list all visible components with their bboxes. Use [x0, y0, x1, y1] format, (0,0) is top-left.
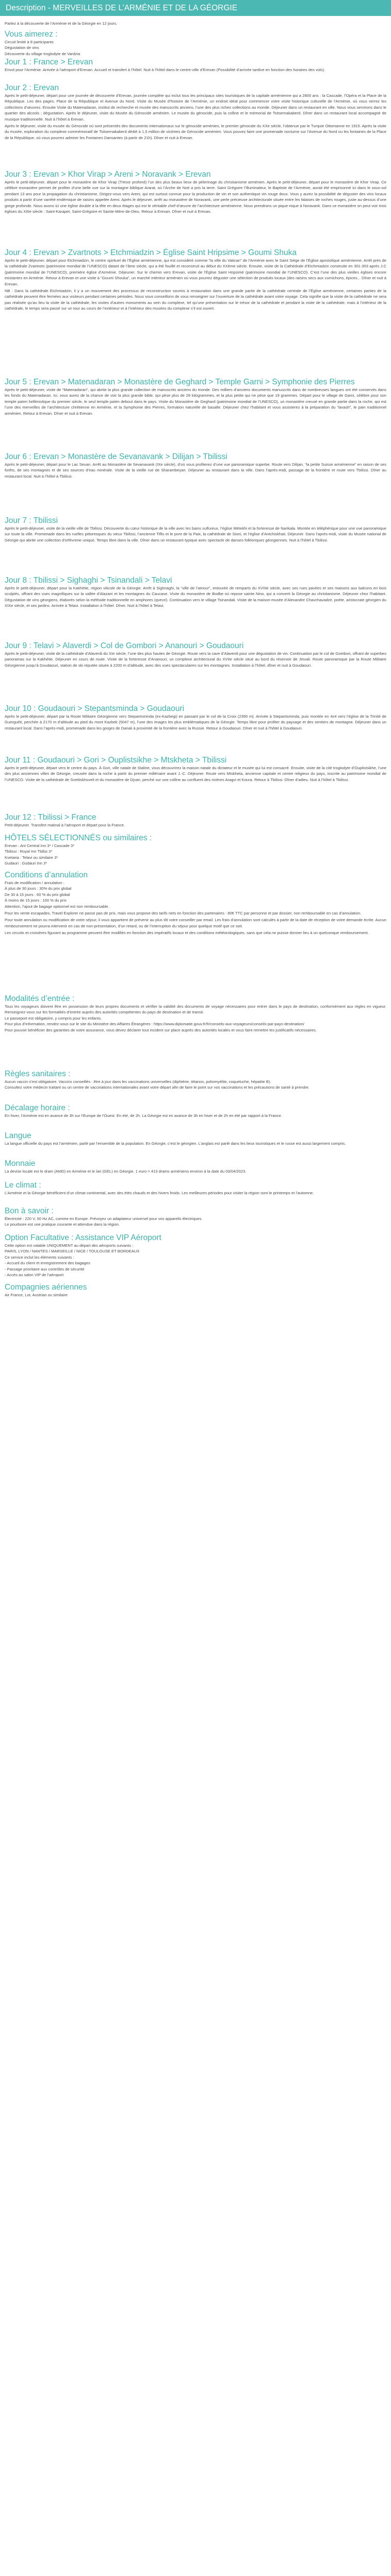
day-3	[5, 170, 386, 214]
day-heading: Jour 5 : Erevan > Matenadaran > Monastère de Geghard > Temple Garni > Symphonie des Pierres	[5, 378, 355, 386]
section-heading: Monnaie	[5, 1159, 36, 1168]
option-line: - Passage prioritaire aux contrôles de sécurité	[5, 1266, 85, 1272]
section-heading: Bon à savoir :	[5, 1207, 54, 1215]
tip-line: Électricité : 220 V, 50 Hz AC, comme en Europe. Prévoyez un adaptateur universel pour vos appareils électriques.	[5, 1216, 203, 1221]
day-12	[5, 813, 386, 828]
day-8	[5, 576, 386, 609]
section-regles	[5, 1070, 386, 1091]
section-climat	[5, 1181, 386, 1196]
day-description: Petit-déjeuner. Transfert matinal à l’aéroport et départ pour la France.	[5, 823, 125, 827]
section-bon-a-savoir	[5, 1207, 386, 1228]
day-heading: Jour 3 : Erevan > Khor Virap > Areni > Noravank > Erevan	[5, 170, 211, 179]
section-modalites	[5, 994, 386, 1033]
intro-text: Partez à la découverte de l’Arménie et de la Géorgie en 12 jours.	[5, 21, 118, 26]
section-hotels	[5, 834, 386, 867]
day-11	[5, 756, 386, 783]
currency-line: La devise locale est le dram (AMD) en Arménie et le lari (GEL) en Géorgie. 1 euro = 413 drams arméniens environ à la date du 03/04/2023.	[5, 1169, 247, 1174]
section-conditions	[5, 871, 386, 936]
day-description: Après le petit-déjeuner, départ pour la Kakhétie, région viticole de la Géorgie. Arrêt à Sighnaghi, la “ville de l’amour”, entourée de remparts du XVIIIe siècle, avec ses rues pavées et ses maisons aux balcons en bois sculptés, offrant des vues magnifiques sur la vallée d’Alazani et les montagnes du Caucase. Visite du monastère de Bodbe où repose sainte Nino, qui a converti la Géorgie au christianisme. Déjeuner chez l’habitant. Dégustation de vins géorgiens, élaborés selon la méthode traditionnelle en amphores (qvevri). Continuation vers le village Tsinandali. Visite de la maison-musée d’Alexandre Chavchavadze, poète, aristocrate géorgien du XIXe siècle, et ses jardins. Arrivée à Telavi. Installation à l’hôtel. Dîner. Nuit à l’hôtel à Telavi.	[5, 586, 386, 608]
intro-block	[5, 21, 386, 26]
day-heading: Jour 2 : Erevan	[5, 83, 59, 92]
section-heading: Conditions d’annulation	[5, 871, 88, 879]
condition-line: À moins de 15 jours : 100 % du prix	[5, 898, 67, 903]
option-line: PARIS, LYON / NANTES / MARSEILLE / NICE / TOULOUSE ET BORDEAUX	[5, 1249, 140, 1254]
section-option-vip	[5, 1233, 386, 1278]
timezone-line: En hiver, l’Arménie est en avance de 3h sur l’Europe de l’Ouest. En été, de 2h. La Géorgie est en avance de 3h en hiver et de 2h en été par rapport à la France.	[5, 1113, 282, 1118]
highlight-item: Dégustation de vins	[5, 45, 39, 50]
condition-line: Frais de modification / annulation :	[5, 880, 64, 885]
day-description: Après le petit-déjeuner, départ pour le monastère de Khor Virap (Trésor profond) l’un des plus beaux lieux de pèlerinage du christianisme arménien. Après le petit-déjeuner, départ pour le monastère de Khor Virap. Ce célèbre monastère permet de profiter d’une belle vue sur la montagne biblique Ararat, où l’Arche de Noé a pris la terre. Saint Grégoire l’Illuminateur, le Baptiste de l’Arménie, aurait été emprisonné ici dans le sous-sol pendant 13 ans pour la propagation du christianisme. Dirigez-vous vers Areni, qui est surtout connue pour la production de vin et son authentique vin rouge doux. Vous y aurez la possibilité de déguster des vins locaux produits à partir d’une variété endémique de raisins appelée Areni. Après le déjeuner, arrêt au monastère de Noravank, une perle précieuse architecturale située entre les falaises de roches rouges, juste au-dessus d’une gorge profonde. Nous avons ici une église double à la tête en deux étages qui est le véritable chef-d’œuvre de l’architecture arménienne. Nous prendrons un pique-nique à Noravank. Dans ce monastère on peut voir trois églises du XIIIe siècle : Saint-Karapet, Saint-Grégoire et Sainte-Mère-de-Dieu. Retour à Erevan. Dîner et nuit à Erevan.	[5, 180, 386, 214]
day-description: Après le petit-déjeuner, départ pour le Lac Sevan. Arrêt au Monastère de Sevanavank (IXe siècle), d’où vous profiterez d’une vue panoramique superbe. Route vers Dilijan, “la petite Suisse arménienne” en raison de ses forêts, de ses montagnes et de ses sources d’eau minérale. Visite de la vieille rue de Sharambeyan. Déjeuner au restaurant dans la ville. Dans l’après-midi, passage de la frontière et route vers Tbilissi. Dîner au restaurant local. Nuit à l’hôtel à Tbilissi.	[5, 462, 386, 479]
day-description: Après le petit-déjeuner, visite de la vieille ville de Tbilissi. Découverte du cœur historique de la ville avec les bains sulfureux, l’église Métekhi et la forteresse de Narikala. Montée en téléphérique pour une vue panoramique sur toute la ville. Promenade dans les ruelles pittoresques du vieux Tbilissi, l’ancienne Tiflis et le pont de la Paix, la cathédrale de Sioni, et l’église d’Antchiskhati. Déjeuner. Dans l’après-midi, visite du Musée national de Géorgie qui abrite une collection d’orfèvrerie unique. Temps libre dans la ville. Dîner dans un restaurant typique avec spectacle de danses folkloriques géorgiennes. Nuit à l’hôtel à Tbilissi.	[5, 526, 386, 543]
day-heading: Jour 6 : Erevan > Monastère de Sevanavank > Dilijan > Tbilissi	[5, 452, 227, 461]
condition-line: Les circuits et croisières figurant au programme peuvent être modifiés en fonction des impératifs locaux et des conditions météorologiques, sans que cela ne puisse donner lieu à un quelconque remboursement.	[5, 930, 369, 936]
airline-line: Air France, Lot, Austrian ou similaire	[5, 1293, 68, 1297]
section-heading: Modalités d’entrée :	[5, 994, 75, 1003]
day-heading: Jour 8 : Tbilissi > Sighaghi > Tsinandali > Telavi	[5, 576, 172, 585]
hotel-item: Kvetaria : Telavi ou similaire 3*	[5, 855, 58, 860]
section-heading: HÔTELS SÉLECTIONNÉS ou similaires :	[5, 834, 152, 842]
section-heading: Vous aimerez :	[5, 30, 58, 39]
day-heading: Jour 10 : Goudaouri > Stepantsminda > Goudaouri	[5, 704, 185, 713]
day-10	[5, 704, 386, 731]
tip-line: Le pourboire est une pratique courante et attendue dans la région.	[5, 1222, 120, 1227]
condition-line: Pour les vente escapades, Travel Explorer ne passe pas de prix, mais vous propose des tarifs nets en fonction des partenaires : 80€ TTC par personne et par dossier, non remboursable en cas d’annulation.	[5, 911, 362, 916]
option-line: Cette option est valable UNIQUEMENT au départ des aéroports suivants :	[5, 1243, 134, 1248]
condition-line: Pour toute annulation ou modification de votre séjour, il vous appartient de prévenir au plus tôt votre conseiller par email. Les frais d’annulation sont calculés à partir de la date de réception de votre demande écrite. Aucun remboursement ne pourra intervenir en cas de non-présentation, d’un retard, ou de l’interruption du séjour pour quelque motif que ce soit.	[5, 918, 386, 928]
day-description: Après le petit-déjeuner, visite de la cathédrale d’Alaverdi du XIe siècle, l’une des plus hautes de Géorgie. Route vers la cave d’Alaverdi pour une dégustation de vin. Continuation par le col de Gombori, offrant de superbes panoramas sur la Kakhétie. Déjeuner en cours de route. Visite de la forteresse d’Ananouri, un complexe architectural du XVIIe siècle situé au bord du réservoir de Jinvali. Route panoramique par la Route Militaire Géorgienne jusqu’à Goudaouri, station de ski réputée située à 2200 m d’altitude, avec des vues spectaculaires sur les montagnes. Installation à l’hôtel, dîner et nuit à Goudaouri.	[5, 651, 386, 668]
section-heading: Compagnies aériennes	[5, 1283, 87, 1292]
entry-line: Pour plus d’information, rendez-vous sur le site du Ministère des Affaires Étrangères : https://www.diplomatie.gouv.fr/fr/conseils-aux-voyageurs/conseils-par-pays-destination/	[5, 1022, 304, 1027]
day-7	[5, 516, 386, 543]
hotel-item: Tbilissi : Royal Inn Tbilisi 3*	[5, 849, 53, 854]
section-heading: Le climat :	[5, 1181, 41, 1190]
section-langue	[5, 1131, 386, 1146]
section-decalage	[5, 1104, 386, 1118]
section-heading: Règles sanitaires :	[5, 1070, 71, 1078]
day-note: NB : Dans la cathédrale Etchmiadzin, il y a un mouvement des processus de reconstruction soumis à restauration dans une grande partie de la cathédrale centrale de l’Église arménienne, certaines parties de la cathédrale peuvent être fermées aux visiteurs pendant certaines périodes. Nous vous conseillons de vous renseigner sur l’ouverture de la cathédrale avant votre voyage. Cela signifie que la visite de la cathédrale ne sera pas réalisée qu’au lieu la visite de la cathédrale, les visites d’autres monuments au sein du complexe, tel qu’une présentation sur le trésor de la cathédrale et pendant la visite de la cathédrale, mais à l’intérieur de la cathédrale, le temps sera passé sur un tour au cours de l’extérieur et à l’intérieur des musées du complexe s’il est ouvert.	[5, 289, 386, 311]
day-9	[5, 641, 386, 668]
entry-line: Le passeport est obligatoire, y compris pour les enfants.	[5, 1015, 102, 1021]
condition-line: À plus de 30 jours : 30% du prix global	[5, 886, 72, 891]
day-heading: Jour 11 : Goudaouri > Gori > Ouplistsikhe > Mtskheta > Tbilissi	[5, 756, 227, 765]
language-line: La langue officielle du pays est l’arménien, parlé par l’ensemble de la population. En Géorgie, c’est le géorgien. L’anglais est parlé dans les lieux touristiques et le russe est aussi largement compris.	[5, 1141, 346, 1146]
hotel-item: Erevan : Ani Central Inn 3* / Cascade 3*	[5, 843, 75, 848]
health-line: Consultez votre médecin traitant ou un centre de vaccinations internationales avant votre départ afin de faire le point sur vos vaccinations et les précautions de santé à prendre.	[5, 1085, 309, 1090]
condition-line: Attention, l’ajout de bagage optionnel est non remboursable.	[5, 904, 109, 909]
day-description: Après le petit-déjeuner, départ pour Etchmiadzin, le centre spirituel de l’Église arménienne, qui est considéré comme “la ville du Vatican” de l’Arménie avec le Saint Siège de l’Église apostolique arménienne. Arrêt près de la cathédrale Zvartnots (patrimoine mondial de l’UNESCO) datant de l’âme siècle, qui a été fouillé et reconstruit au début du XXème siècle. Ensuite, visite de la Cathédrale d’Etchmiadzin construite en 301-303 après J.C (patrimoine mondial de l’UNESCO), première église d’Arménie. Déjeuner. Sur le chemin vers Erevan, visite de l’Église Saint Hripsimé (patrimoine mondial de l’UNESCO). C’est l’une des plus vieilles églises encore existantes en Arménie. Retour à Erevan et une visite à “Goumi Shouka”, un marché intérieur arménien où vous pourrez déguster une sélection de produits locaux (des raisins secs aux cornichons, épices... Dîner et nuit à Erevan.	[5, 258, 386, 286]
section-heading: Décalage horaire :	[5, 1104, 70, 1112]
option-line: Ce service inclut les éléments suivants :	[5, 1255, 74, 1260]
section-heading: Option Facultative : Assistance VIP Aéroport	[5, 1233, 161, 1242]
section-vous-aimerez	[5, 30, 386, 57]
day-5	[5, 378, 386, 416]
page-title: Description - MERVEILLES DE L’ARMÉNIE ET DE LA GÉORGIE	[0, 0, 391, 16]
day-description: Après le petit-déjeuner, départ vers le centre du pays. À Gori, ville natale de Staline, vous découvrirez la maison natale du dictateur et le musée qui lui est consacré. Ensuite, visite de la cité troglodyte d’Ouplistsikhe, l’une des plus anciennes villes de Géorgie, creusée dans la roche à partir du premier millénaire avant J.-C. Déjeuner. Route vers Mtskheta, ancienne capitale et centre religieux du pays, inscrite au patrimoine mondial de l’UNESCO. Visite de la cathédrale de Svetitskhoveli et du monastère de Djvari, perché sur une colline au confluent des rivières Aragvi et Koura. Retour à Tbilissi. Dîner d’adieu. Nuit à l’hôtel à Tbilissi.	[5, 766, 386, 782]
option-line: - Accueil du client et enregistrement des bagages	[5, 1261, 90, 1266]
day-4	[5, 248, 386, 312]
day-description: Après le déjeuner, visite du musée du Génocide où sont présentés des documents internationaux sur le génocide arménien, le premier génocide du XXe siècle, l’obtenue par le Turquie Ottomanne en 1915. Après la visite du musée, exploration du complexe commémoratif de Tsitsernakaberd dédié à 1,5 million de victimes de Génocide arménien. Vous pouvez faire une promenade nocturne sur l’Avenue du Nord ou les fontaines de la Place de la République, où vous pourrez admirer les Fontaines Dansantes (à partir de 21h). Dîner et nuit à Erevan.	[5, 124, 386, 140]
day-2	[5, 83, 386, 141]
day-description: Après le petit-déjeuner, visite de “Matenadaran”, qui abrite la plus grande collection de manuscrits anciens du monde. Des milliers d’anciens documents manuscrits dans de nombreuses langues ont été conservés dans les fonds du Matenadaran. Ici, vous aurez de la chance de voir la plus grande bible, qui pèse plus de 28 kilogrammes, et la plus petite qui ne pèse que 19 grammes. Départ pour le village de Garni, célèbre pour son temple païen hellénistique du premier siècle, le seul temple païen debout dans le pays. Visite du Monastère de Geghard (patrimoine mondial de l’UNESCO), un monastère creusé en grande partie dans la roche, qui est l’une des merveilles de l’architecture chrétienne en Arménie, et la Symphonie des Pierres, formation naturelle de basalte. Déjeuner chez l’habitant et vous assisterez à la préparation du “lavash”, le pain traditionnel arménien. Retour à Erevan. Dîner et nuit à Erevan.	[5, 387, 386, 416]
entry-line: Pour pouvoir bénéficier des garanties de votre assurance, vous devez déclarer tout incident sur place auprès des autorités locales et vous faire remettre les justificatifs nécessaires.	[5, 1027, 317, 1032]
day-heading: Jour 1 : France > Erevan	[5, 58, 93, 66]
day-heading: Jour 7 : Tbilissi	[5, 516, 58, 525]
climate-line: L’Arménie et la Géorgie bénéficient d’un climat continental, avec des étés chauds et des hivers froids. Les meilleures périodes pour visiter la région sont le printemps et l’automne.	[5, 1191, 314, 1195]
health-line: Aucun vaccin n’est obligatoire. Vaccins conseillés : être à jour dans les vaccinations universelles (diphtérie, tétanos, poliomyélite, coqueluche, hépatite B).	[5, 1079, 271, 1084]
highlight-item: Circuit limité à 8 participants	[5, 40, 54, 44]
day-description: Après le petit-déjeuner, départ par la Route Militaire Géorgienne vers Stepantsminda (ex-Kazbegi) en passant par le col de la Croix (2395 m). Arrivée à Stepantsminda, puis montée en 4x4 vers l’église de la Trinité de Guerguéti, perchée à 2170 m d’altitude au pied du mont Kazbek (5047 m), l’une des images les plus emblématiques de la Géorgie. Temps libre pour profiter du paysage et des sentiers de montagne. Déjeuner dans un restaurant local. Dans l’après-midi, promenade dans les gorges de Dariali à proximité de la frontière avec la Russie. Retour à Goudaouri. Dîner et nuit à l’hôtel à Goudaouri.	[5, 714, 386, 731]
day-description: Après le petit-déjeuner, départ pour une journée de découverte d’Erevan, journée complète qui inclut tous les principaux sites touristiques de la capitale arménienne qui a 2800 ans : la Cascade, l’Opéra et la Place de la République. Les des pages. Place de la République et Avenue du Nord. Visite du Musée d’histoire de l’Arménie, un endroit idéal pour commencer votre visite historique culturelle de l’Arménie, où vous verrez les collections d’œuvres. Ensuite Visite du Matenadaran, institut de recherche et musée des manuscrits anciens, l’une des plus riches collections au monde. Déjeuner dans un restaurant en ville. Nous vous servirons dans le quartier des alcools ; dégustation. Après le déjeuner, visite du Musée du Génocide arménien. Le musée du génocide, puis la colline et le mémorial de Tsitsernakaberd. Dîner dans un restaurant local accompagné de musique traditionnelle. Nuit à l’hôtel à Erevan.	[5, 93, 386, 122]
section-monnaie	[5, 1159, 386, 1174]
highlight-item: Découverte du village troglodyte de Vardzia	[5, 51, 80, 56]
day-heading: Jour 4 : Erevan > Zvartnots > Etchmiadzin > Église Saint Hripsime > Goumi Shuka	[5, 248, 297, 257]
hotel-item: Gudauri : Gudauri Inn 3*	[5, 861, 47, 866]
section-heading: Langue	[5, 1131, 31, 1140]
option-line: - Accès au salon VIP de l’aéroport	[5, 1273, 64, 1278]
condition-line: De 30 à 15 jours : 60 % du prix global	[5, 892, 70, 897]
day-heading: Jour 12 : Tbilissi > France	[5, 813, 96, 822]
entry-line: Tous les voyageurs doivent être en possession de leurs propres documents et vérifier la validité des documents de voyage nécessaires pour entrer dans le pays de destination, conformément aux règles en vigueur. Renseignez-vous sur les formalités d’entrée auprès des autorités compétentes du pays de destination et de transit.	[5, 1004, 386, 1015]
day-6	[5, 452, 386, 479]
day-1	[5, 58, 386, 73]
section-compagnies	[5, 1283, 386, 1298]
day-description: Envol pour l’Arménie. Arrivée à l’aéroport d’Erevan. Accueil et transfert à l’hôtel. Nuit à l’hôtel dans le centre-ville d’Erevan (Possibilité d’arrivée tardive en fonction des horaires des vols).	[5, 67, 325, 72]
day-heading: Jour 9 : Telavi > Alaverdi > Col de Gombori > Ananouri > Goudaouri	[5, 641, 244, 650]
